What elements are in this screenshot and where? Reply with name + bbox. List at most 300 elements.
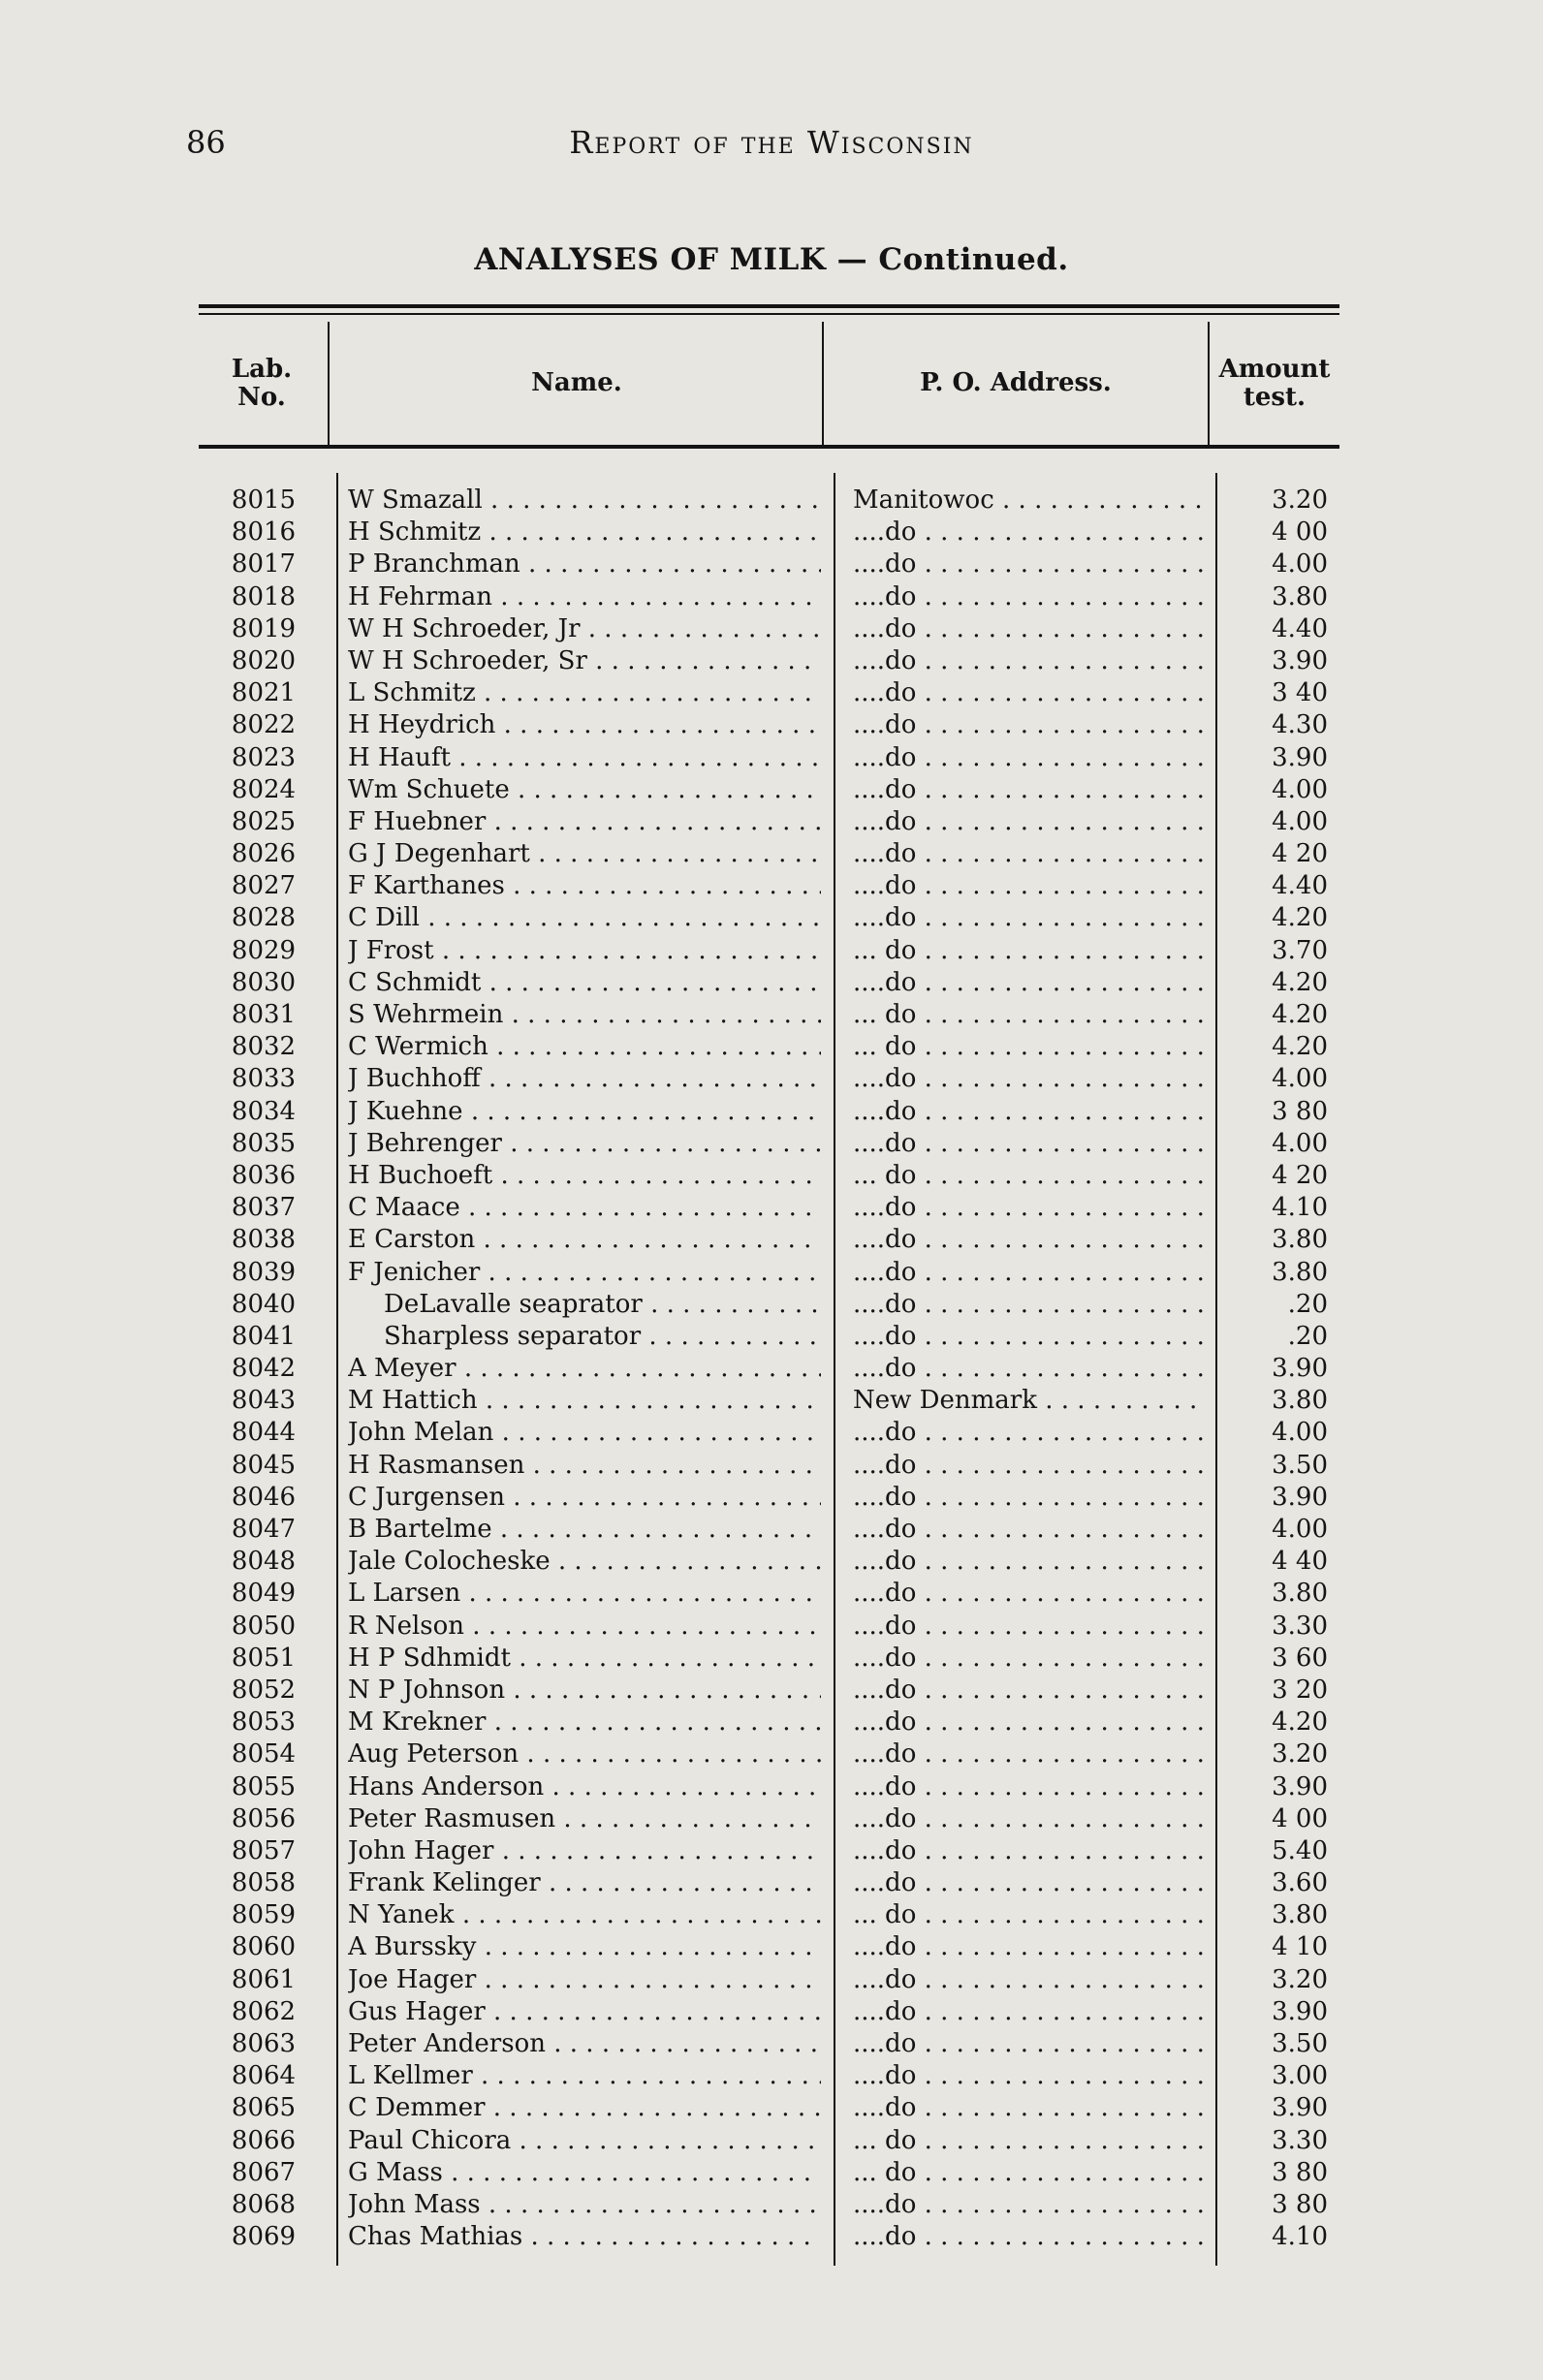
post-office-address xyxy=(853,1738,1204,1770)
post-office-address xyxy=(853,774,1204,806)
table-row xyxy=(0,645,1543,677)
page-number: 86 xyxy=(186,124,226,161)
sample-name xyxy=(348,742,821,774)
lab-number xyxy=(215,548,312,580)
post-office-address-text: ....do xyxy=(853,1739,917,1769)
amount-test-text: 4.20 xyxy=(1272,1032,1328,1062)
amount-test xyxy=(1231,2221,1328,2253)
lab-number xyxy=(215,1931,312,1963)
sample-name-text: C Wermich xyxy=(348,1032,488,1062)
amount-test xyxy=(1231,1578,1328,1610)
lab-number-text: 8060 xyxy=(231,1932,297,1962)
lab-number xyxy=(215,1835,312,1867)
table-row xyxy=(0,1675,1543,1707)
sample-name-text: H P Sdhmidt xyxy=(348,1643,511,1673)
table-body xyxy=(0,485,1543,2253)
sample-name xyxy=(348,1835,821,1867)
post-office-address xyxy=(853,1353,1204,1385)
amount-test-text: 4.30 xyxy=(1272,710,1328,740)
sample-name xyxy=(348,1803,821,1835)
lab-number-text: 8025 xyxy=(231,806,297,836)
post-office-address-text: ....do xyxy=(853,1996,917,2026)
amount-test-text: 4.10 xyxy=(1272,2222,1328,2252)
sample-name-text: J Buchhoff xyxy=(348,1064,481,1094)
amount-test xyxy=(1231,1611,1328,1643)
post-office-address xyxy=(853,999,1204,1031)
lab-number-text: 8061 xyxy=(231,1964,297,1994)
post-office-address-text: ....do xyxy=(853,1225,917,1255)
lab-number xyxy=(215,1996,312,2028)
table-row xyxy=(0,581,1543,613)
table-row xyxy=(0,1899,1543,1931)
sample-name-text: J Behrenger xyxy=(348,1128,502,1158)
sample-name xyxy=(348,1996,821,2028)
amount-test-text: 4.20 xyxy=(1272,903,1328,933)
post-office-address xyxy=(853,1964,1204,1996)
lab-number xyxy=(215,1160,312,1192)
lab-number xyxy=(215,742,312,774)
lab-number-text: 8049 xyxy=(231,1579,297,1609)
table-row xyxy=(0,1803,1543,1835)
amount-test-text: 4.10 xyxy=(1272,1193,1328,1223)
amount-test xyxy=(1231,1675,1328,1707)
lab-number xyxy=(215,1096,312,1128)
amount-test xyxy=(1231,806,1328,838)
sample-name xyxy=(348,1482,821,1514)
running-title: Report of the Wisconsin xyxy=(569,124,974,161)
lab-number xyxy=(215,1514,312,1546)
lab-number xyxy=(215,1675,312,1707)
sample-name xyxy=(348,774,821,806)
amount-test-text: 3.90 xyxy=(1272,645,1328,675)
lab-number xyxy=(215,1417,312,1449)
sample-name-text: N P Johnson xyxy=(348,1675,506,1705)
post-office-address xyxy=(853,2028,1204,2060)
sample-name-text: Hans Anderson xyxy=(348,1771,545,1801)
amount-test xyxy=(1231,838,1328,870)
lab-number xyxy=(215,806,312,838)
lab-number-text: 8030 xyxy=(231,967,297,997)
post-office-address-text: Manitowoc xyxy=(853,485,994,515)
post-office-address-text: ....do xyxy=(853,1707,917,1738)
amount-test xyxy=(1231,1321,1328,1353)
lab-number-text: 8051 xyxy=(231,1643,297,1673)
post-office-address-text: ....do xyxy=(853,1579,917,1609)
amount-test xyxy=(1231,645,1328,677)
column-header-address xyxy=(824,322,1208,445)
lab-number-text: 8028 xyxy=(231,903,297,933)
sample-name xyxy=(348,2125,821,2157)
amount-test xyxy=(1231,1738,1328,1770)
amount-test-text: 4.20 xyxy=(1272,1707,1328,1738)
column-header-address-label: P. O. Address. xyxy=(920,368,1112,398)
table-row xyxy=(0,806,1543,838)
post-office-address xyxy=(853,1450,1204,1482)
lab-number xyxy=(215,935,312,967)
sample-name-text: P Branchman xyxy=(348,549,520,579)
amount-test xyxy=(1231,967,1328,999)
lab-number-text: 8017 xyxy=(231,549,297,579)
sample-name xyxy=(348,967,821,999)
table-title: ANALYSES OF MILK — Continued. xyxy=(474,242,1069,277)
amount-test xyxy=(1231,1803,1328,1835)
lab-number-text: 8019 xyxy=(231,613,297,643)
post-office-address-text: ....do xyxy=(853,742,917,772)
lab-number xyxy=(215,902,312,934)
post-office-address xyxy=(853,677,1204,709)
sample-name xyxy=(348,1417,821,1449)
amount-test-text: 4.00 xyxy=(1272,806,1328,836)
amount-test xyxy=(1231,1289,1328,1321)
amount-test xyxy=(1231,2189,1328,2221)
lab-number-text: 8065 xyxy=(231,2093,297,2123)
lab-number xyxy=(215,581,312,613)
post-office-address xyxy=(853,709,1204,741)
lab-number-text: 8026 xyxy=(231,839,297,869)
table-row xyxy=(0,1385,1543,1417)
post-office-address-text: ... do xyxy=(853,1900,917,1930)
lab-number xyxy=(215,1771,312,1803)
table-row xyxy=(0,1289,1543,1321)
sample-name xyxy=(348,1353,821,1385)
amount-test-text: 3.90 xyxy=(1272,742,1328,772)
table-row xyxy=(0,1063,1543,1095)
lab-number xyxy=(215,1353,312,1385)
post-office-address-text: ....do xyxy=(853,1128,917,1158)
post-office-address-text: ....do xyxy=(853,613,917,643)
lab-number-text: 8064 xyxy=(231,2061,297,2091)
amount-test xyxy=(1231,774,1328,806)
amount-test-text: 4 00 xyxy=(1272,1803,1328,1833)
lab-number-text: 8044 xyxy=(231,1418,297,1448)
amount-test-text: 3.80 xyxy=(1272,1257,1328,1287)
table-row xyxy=(0,2060,1543,2092)
table-row xyxy=(0,1257,1543,1289)
sample-name-text: C Schmidt xyxy=(348,967,482,997)
post-office-address xyxy=(853,2092,1204,2124)
sample-name-text: Chas Mathias xyxy=(348,2222,523,2252)
lab-number xyxy=(215,1192,312,1224)
post-office-address xyxy=(853,1514,1204,1546)
lab-number-text: 8023 xyxy=(231,742,297,772)
lab-number-text: 8015 xyxy=(231,485,297,515)
amount-test xyxy=(1231,2028,1328,2060)
amount-test-text: 3.80 xyxy=(1272,1579,1328,1609)
amount-test xyxy=(1231,2092,1328,2124)
lab-number-text: 8069 xyxy=(231,2222,297,2252)
sample-name-text: Joe Hager xyxy=(348,1964,477,1994)
post-office-address-text: ... do xyxy=(853,2157,917,2187)
lab-number xyxy=(215,613,312,645)
amount-test-text: 3 80 xyxy=(1272,1096,1328,1126)
table-row xyxy=(0,1643,1543,1675)
post-office-address-text: ... do xyxy=(853,935,917,965)
amount-test xyxy=(1231,581,1328,613)
table-row xyxy=(0,902,1543,934)
post-office-address xyxy=(853,1578,1204,1610)
column-header-amount-line1: Amount xyxy=(1218,354,1331,384)
post-office-address-text: ....do xyxy=(853,1354,917,1384)
post-office-address-text: ....do xyxy=(853,1064,917,1094)
lab-number-text: 8038 xyxy=(231,1225,297,1255)
sample-name-text: A Burssky xyxy=(348,1932,477,1962)
sample-name-text: Wm Schuete xyxy=(348,774,510,804)
post-office-address xyxy=(853,2125,1204,2157)
post-office-address xyxy=(853,2221,1204,2253)
lab-number xyxy=(215,1031,312,1063)
amount-test-text: 3.90 xyxy=(1272,1996,1328,2026)
amount-test xyxy=(1231,1096,1328,1128)
lab-number xyxy=(215,1643,312,1675)
header-bottom-rule xyxy=(199,445,1339,449)
amount-test xyxy=(1231,517,1328,548)
sample-name xyxy=(348,2221,821,2253)
post-office-address xyxy=(853,1257,1204,1289)
table-row xyxy=(0,1128,1543,1160)
sample-name xyxy=(348,1931,821,1963)
sample-name xyxy=(348,806,821,838)
post-office-address xyxy=(853,581,1204,613)
sample-name-text: M Krekner xyxy=(348,1707,487,1738)
amount-test-text: 3.80 xyxy=(1272,1225,1328,1255)
post-office-address xyxy=(853,967,1204,999)
amount-test-text: 4 20 xyxy=(1272,1160,1328,1190)
amount-test-text: 4.20 xyxy=(1272,967,1328,997)
sample-name xyxy=(348,1128,821,1160)
lab-number xyxy=(215,1321,312,1353)
post-office-address xyxy=(853,1996,1204,2028)
lab-number xyxy=(215,2189,312,2221)
post-office-address-text: ....do xyxy=(853,1771,917,1801)
amount-test-text: 5.40 xyxy=(1272,1835,1328,1865)
post-office-address xyxy=(853,1546,1204,1578)
table-row xyxy=(0,1996,1543,2028)
sample-name xyxy=(348,1257,821,1289)
amount-test xyxy=(1231,1514,1328,1546)
sample-name-text: W H Schroeder, Jr xyxy=(348,613,581,643)
table-row xyxy=(0,838,1543,870)
sample-name-text: M Hattich xyxy=(348,1386,478,1416)
lab-number-text: 8056 xyxy=(231,1803,297,1833)
sample-name xyxy=(348,1031,821,1063)
amount-test xyxy=(1231,1771,1328,1803)
post-office-address-text: New Denmark xyxy=(853,1386,1037,1416)
post-office-address xyxy=(853,1611,1204,1643)
post-office-address xyxy=(853,935,1204,967)
sample-name-text: G J Degenhart xyxy=(348,839,530,869)
sample-name xyxy=(348,1224,821,1256)
lab-number-text: 8063 xyxy=(231,2029,297,2058)
running-head xyxy=(0,124,1543,163)
lab-number xyxy=(215,2157,312,2189)
amount-test-text: 3.30 xyxy=(1272,1611,1328,1641)
table-row xyxy=(0,870,1543,902)
lab-number xyxy=(215,774,312,806)
amount-test-text: 3.60 xyxy=(1272,1868,1328,1898)
amount-test-text: 3.90 xyxy=(1272,1354,1328,1384)
lab-number xyxy=(215,1738,312,1770)
post-office-address-text: ....do xyxy=(853,1643,917,1673)
sample-name xyxy=(348,581,821,613)
lab-number xyxy=(215,1385,312,1417)
post-office-address-text: ....do xyxy=(853,1515,917,1544)
amount-test xyxy=(1231,1417,1328,1449)
amount-test xyxy=(1231,2060,1328,2092)
amount-test-text: 4.00 xyxy=(1272,1064,1328,1094)
sample-name xyxy=(348,1385,821,1417)
top-double-rule-lower xyxy=(199,313,1339,315)
table-row xyxy=(0,613,1543,645)
column-header-amount-test xyxy=(1210,322,1339,445)
lab-number-text: 8048 xyxy=(231,1547,297,1577)
amount-test-text: 3.30 xyxy=(1272,2125,1328,2155)
post-office-address-text: ....do xyxy=(853,871,917,901)
amount-test xyxy=(1231,1160,1328,1192)
post-office-address-text: ....do xyxy=(853,967,917,997)
table-row xyxy=(0,1546,1543,1578)
post-office-address-text: ....do xyxy=(853,1611,917,1641)
lab-number-text: 8020 xyxy=(231,645,297,675)
table-row xyxy=(0,677,1543,709)
sample-name xyxy=(348,709,821,741)
amount-test xyxy=(1231,709,1328,741)
sample-name xyxy=(348,2028,821,2060)
sample-name xyxy=(348,2189,821,2221)
table-row xyxy=(0,2221,1543,2253)
post-office-address xyxy=(853,870,1204,902)
table-row xyxy=(0,2028,1543,2060)
sample-name-text: Paul Chicora xyxy=(348,2125,512,2155)
sample-name xyxy=(348,870,821,902)
post-office-address-text: ....do xyxy=(853,2222,917,2252)
lab-number xyxy=(215,999,312,1031)
sample-name-text: N Yanek xyxy=(348,1900,455,1930)
sample-name-text: C Dill xyxy=(348,903,420,933)
sample-name xyxy=(384,1289,821,1321)
post-office-address-text: ....do xyxy=(853,2093,917,2123)
amount-test xyxy=(1231,1835,1328,1867)
table-row xyxy=(0,1514,1543,1546)
sample-name-text: L Larsen xyxy=(348,1579,461,1609)
post-office-address xyxy=(853,742,1204,774)
sample-name-text: John Mass xyxy=(348,2189,481,2219)
table-row xyxy=(0,1931,1543,1963)
amount-test xyxy=(1231,1482,1328,1514)
table-row xyxy=(0,517,1543,548)
post-office-address-text: ....do xyxy=(853,1835,917,1865)
sample-name-text: J Frost xyxy=(348,935,434,965)
table-row xyxy=(0,2092,1543,2124)
post-office-address-text: ....do xyxy=(853,1547,917,1577)
post-office-address xyxy=(853,485,1204,517)
lab-number-text: 8043 xyxy=(231,1386,297,1416)
table-row xyxy=(0,1482,1543,1514)
lab-number xyxy=(215,1224,312,1256)
amount-test xyxy=(1231,1128,1328,1160)
lab-number xyxy=(215,1611,312,1643)
lab-number xyxy=(215,2092,312,2124)
top-double-rule-upper xyxy=(199,304,1339,308)
lab-number xyxy=(215,1257,312,1289)
sample-name-text: H Schmitz xyxy=(348,517,482,548)
amount-test-text: 3.20 xyxy=(1272,1964,1328,1994)
amount-test xyxy=(1231,1063,1328,1095)
sample-name-text: W Smazall xyxy=(348,485,483,515)
post-office-address-text: ....do xyxy=(853,774,917,804)
amount-test xyxy=(1231,677,1328,709)
sample-name xyxy=(348,1578,821,1610)
table-row xyxy=(0,1771,1543,1803)
sample-name xyxy=(348,1643,821,1675)
amount-test xyxy=(1231,2125,1328,2157)
sample-name-text: Aug Peterson xyxy=(348,1739,520,1769)
table-row xyxy=(0,1611,1543,1643)
amount-test-text: 3.20 xyxy=(1272,1739,1328,1769)
lab-number xyxy=(215,1707,312,1738)
amount-test-text: .20 xyxy=(1287,1289,1328,1319)
post-office-address xyxy=(853,1031,1204,1063)
table-row xyxy=(0,1738,1543,1770)
post-office-address xyxy=(853,1417,1204,1449)
post-office-address-text: ....do xyxy=(853,1868,917,1898)
table-row xyxy=(0,1707,1543,1738)
post-office-address xyxy=(853,1096,1204,1128)
lab-number xyxy=(215,870,312,902)
post-office-address xyxy=(853,2060,1204,2092)
lab-number-text: 8068 xyxy=(231,2189,297,2219)
sample-name-text: F Karthanes xyxy=(348,871,505,901)
amount-test-text: 3 80 xyxy=(1272,2157,1328,2187)
amount-test-text: 3 80 xyxy=(1272,2189,1328,2219)
post-office-address-text: ....do xyxy=(853,903,917,933)
amount-test-text: 3 20 xyxy=(1272,1675,1328,1705)
amount-test xyxy=(1231,1867,1328,1899)
amount-test xyxy=(1231,2157,1328,2189)
post-office-address-text: ....do xyxy=(853,839,917,869)
table-row xyxy=(0,1835,1543,1867)
lab-number-text: 8021 xyxy=(231,678,297,708)
lab-number xyxy=(215,517,312,548)
table-row xyxy=(0,999,1543,1031)
post-office-address xyxy=(853,1289,1204,1321)
sample-name-text: H Buchoeft xyxy=(348,1160,493,1190)
table-row xyxy=(0,742,1543,774)
post-office-address xyxy=(853,1867,1204,1899)
lab-number-text: 8040 xyxy=(231,1289,297,1319)
sample-name xyxy=(348,902,821,934)
lab-number-text: 8039 xyxy=(231,1257,297,1287)
post-office-address-text: ....do xyxy=(853,1964,917,1994)
amount-test xyxy=(1231,1385,1328,1417)
sample-name-text: Gus Hager xyxy=(348,1996,486,2026)
post-office-address xyxy=(853,806,1204,838)
column-header-amount-line2: test. xyxy=(1243,382,1307,412)
amount-test-text: .20 xyxy=(1287,1321,1328,1351)
sample-name xyxy=(348,2092,821,2124)
lab-number xyxy=(215,1546,312,1578)
sample-name-text: John Hager xyxy=(348,1835,494,1865)
sample-name xyxy=(348,1611,821,1643)
sample-name-text: C Demmer xyxy=(348,2093,486,2123)
lab-number xyxy=(215,838,312,870)
sample-name-text: F Jenicher xyxy=(348,1257,481,1287)
sample-name-text: A Meyer xyxy=(348,1354,457,1384)
sample-name xyxy=(348,1899,821,1931)
post-office-address xyxy=(853,1192,1204,1224)
lab-number-text: 8027 xyxy=(231,871,297,901)
amount-test-text: 3.20 xyxy=(1272,485,1328,515)
table-row xyxy=(0,2125,1543,2157)
